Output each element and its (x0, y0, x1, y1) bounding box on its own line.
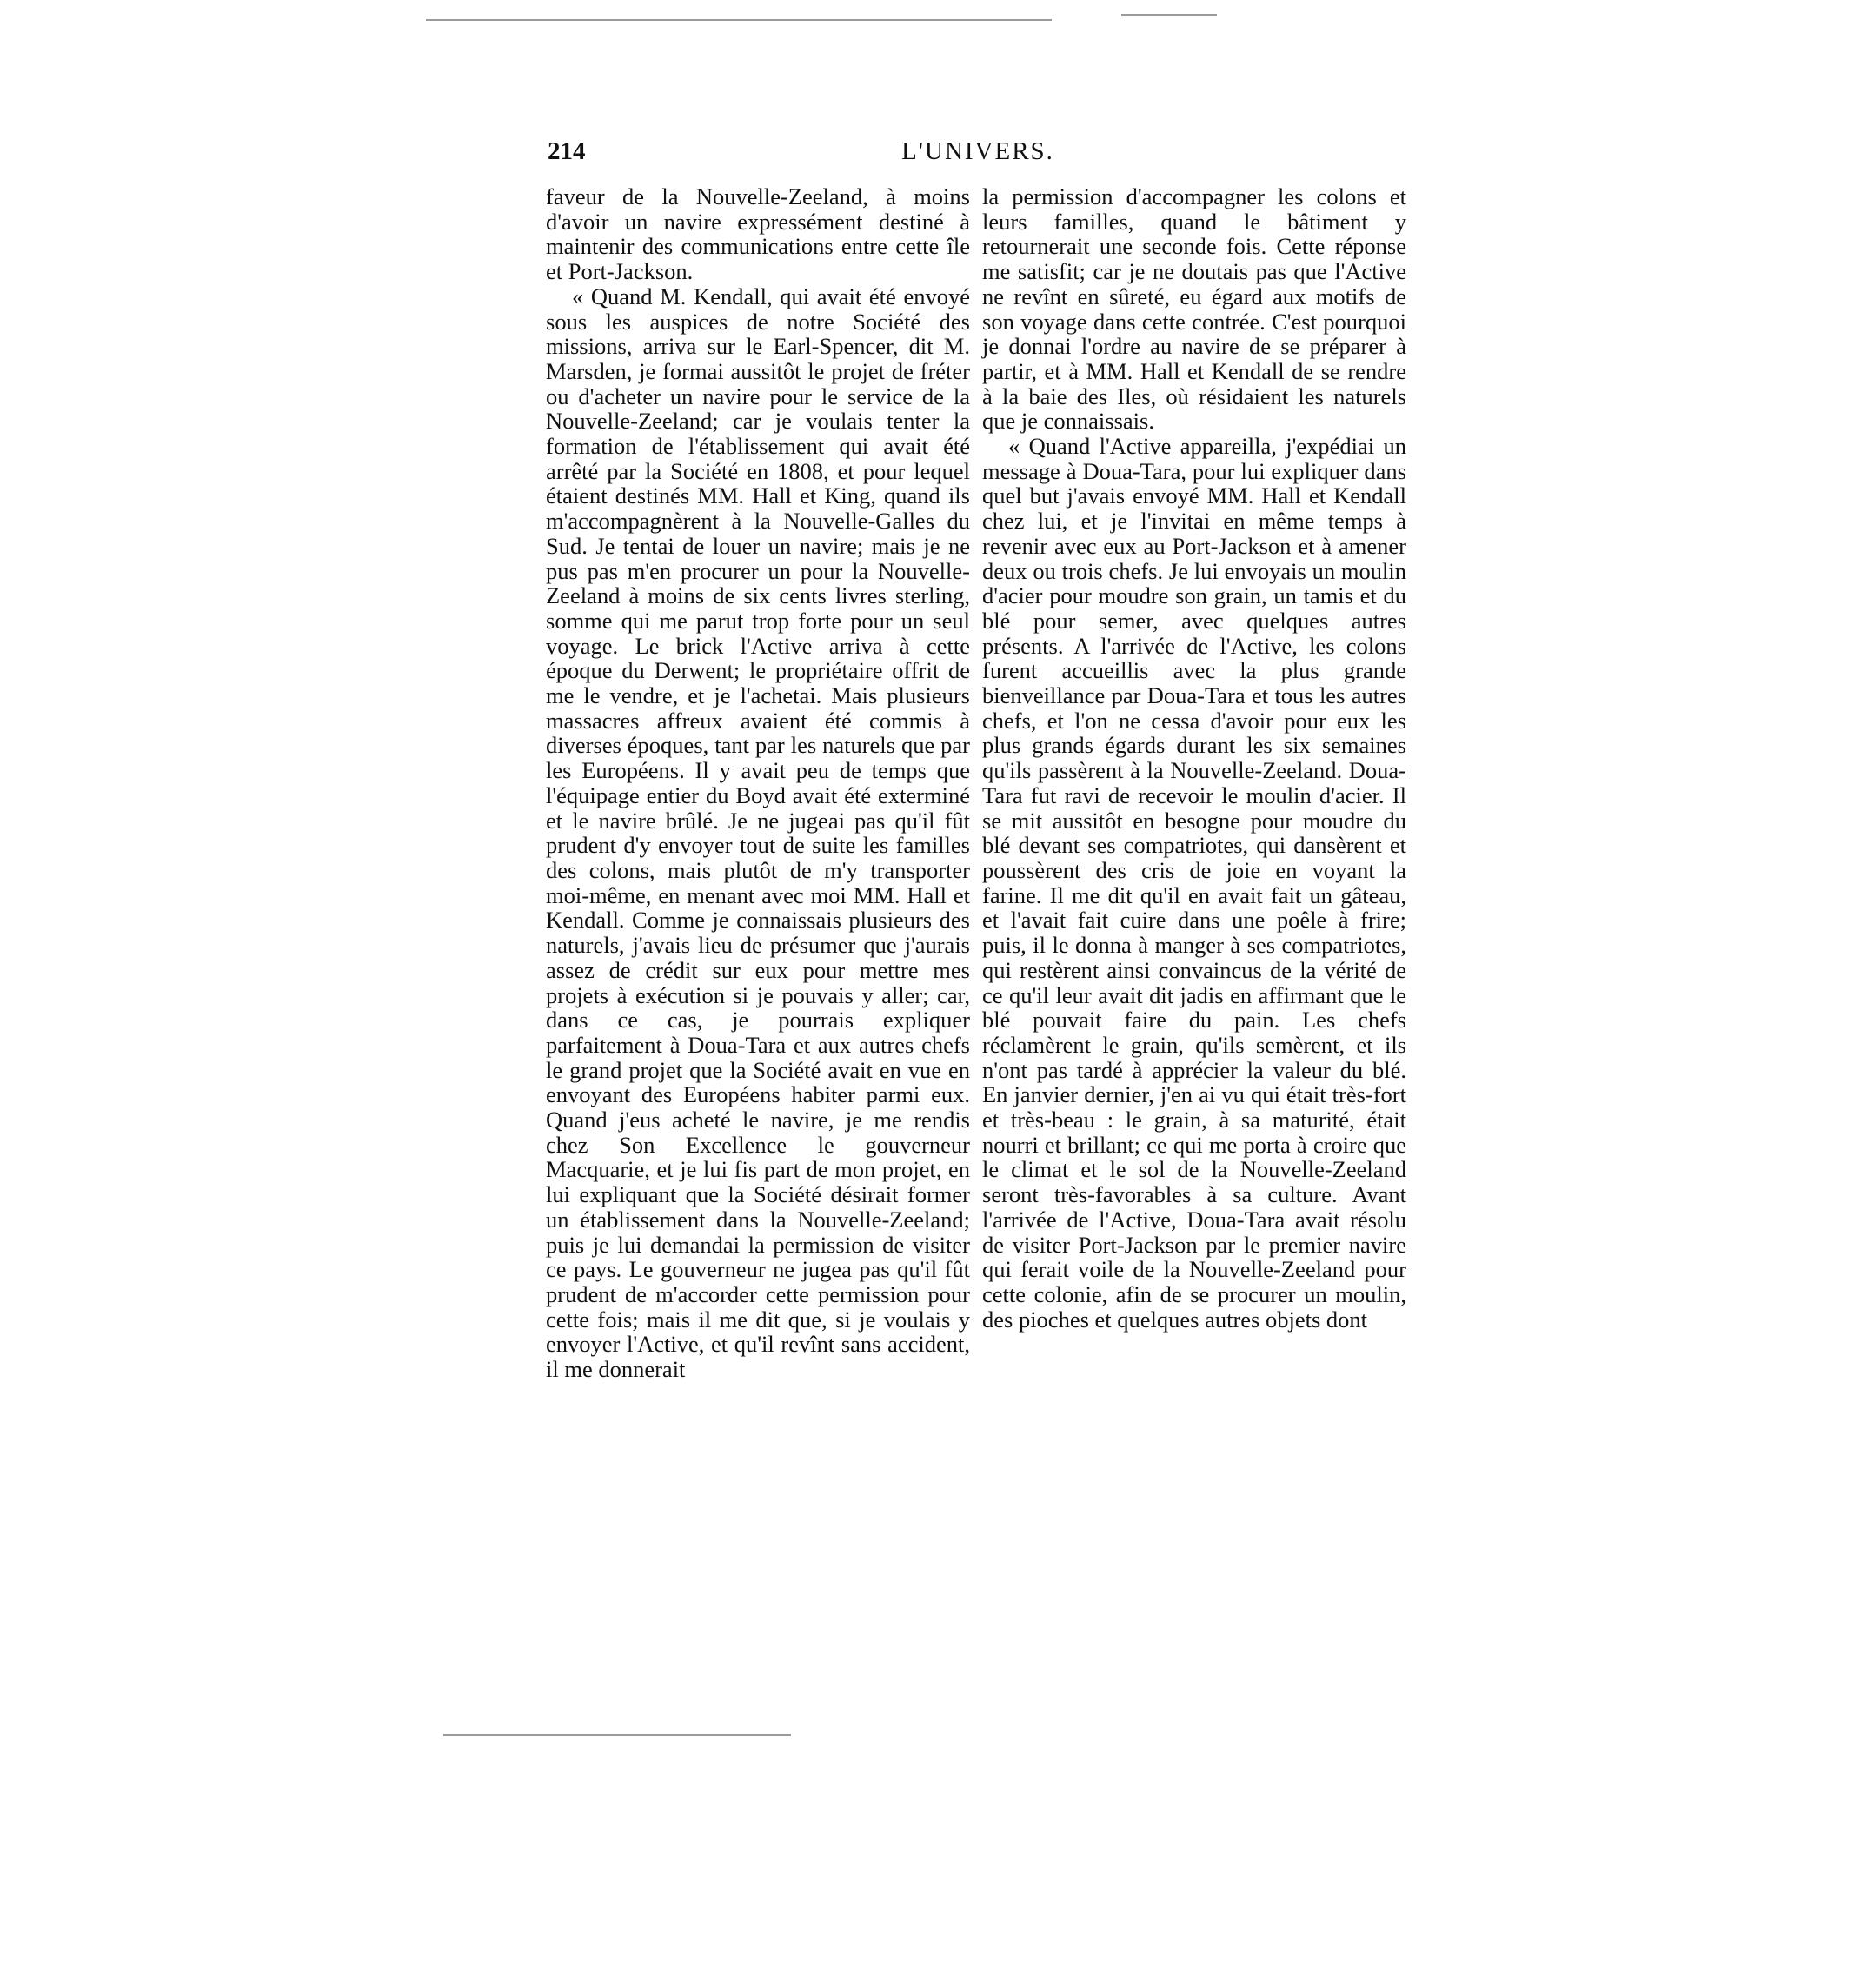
page-number: 214 (548, 137, 586, 165)
right-column (982, 184, 1406, 1332)
paragraph: la permission d'accompagner les colons et leurs familles, quand le bâtiment y retournerait une seconde fois. Cette réponse me satisfit; car je ne doutais pas que l'Active ne revînt en sûreté, eu égard aux motifs de son voyage dans cette contrée. C'est pourquoi je donnai l'ordre au navire de se préparer à partir, et à MM. Hall et Kendall de se rendre à la baie des Iles, où résidaient les naturels que je connaissais. (982, 183, 1406, 435)
running-title: L'UNIVERS. (901, 137, 1054, 165)
paragraph: « Quand l'Active appareilla, j'expédiai un message à Doua-Tara, pour lui expliquer dans quel but j'avais envoyé MM. Hall et Kendall chez lui, et je l'invitai en même temps à revenir avec eux au Port-Jackson et à amener deux ou trois chefs. Je lui envoyais un moulin d'acier pour moudre son grain, un tamis et du blé pour semer, avec quelques autres présents. A l'arrivée de l'Active, les colons furent accueillis avec la plus grande bienveillance par Doua-Tara et tous les autres chefs, et l'on ne cessa d'avoir pour eux les plus grands égards durant les six semaines qu'ils passèrent à la Nouvelle-Zeeland. Doua-Tara fut ravi de recevoir le moulin d'acier. Il se mit aussitôt en besogne pour moudre du blé devant ses compatriotes, qui dansèrent et poussèrent des cris de joie en voyant la farine. Il me dit qu'il en avait fait un gâteau, et l'avait fait cuire dans une poêle à frire; puis, il le donna à manger à ses compatriotes, qui restèrent ainsi convaincus de la vérité de ce qu'il leur avait dit jadis en affirmant que le blé pouvait faire du pain. Les chefs réclamèrent le grain, qu'ils semèrent, et ils n'ont pas tardé à apprécier la valeur du blé. En janvier dernier, j'en ai vu qui était très-fort et très-beau : le grain, à sa maturité, était nourri et brillant; ce qui me porta à croire que le climat et le sol de la Nouvelle-Zeeland seront très-favorables à sa culture. Avant l'arrivée de l'Active, Doua-Tara avait résolu de visiter Port-Jackson par le premier navire qui ferait voile de la Nouvelle-Zeeland pour cette colonie, afin de se procurer un moulin, des pioches et quelques autres objets dont (982, 433, 1406, 1333)
left-column (546, 184, 970, 1382)
scan-artifact-top-right (1121, 14, 1217, 16)
page-header (548, 137, 1408, 172)
paragraph: « Quand M. Kendall, qui avait été envoyé sous les auspices de notre Société des missions, arriva sur le Earl-Spencer, dit M. Marsden, je formai aussitôt le projet de fréter ou d'acheter un navire pour le service de la Nouvelle-Zeeland; car je voulais tenter la formation de l'établissement qui avait été arrêté par la Société en 1808, et pour lequel étaient destinés MM. Hall et King, quand ils m'accompagnèrent à la Nouvelle-Galles du Sud. Je tentai de louer un navire; mais je ne pus pas m'en procurer un pour la Nouvelle-Zeeland à moins de six cents livres sterling, somme qui me parut trop forte pour un seul voyage. Le brick l'Active arriva à cette époque du Derwent; le propriétaire offrit de me le vendre, et je l'achetai. Mais plusieurs massacres affreux avaient été commis à diverses époques, tant par les naturels que par les Européens. Il y avait peu de temps que l'équipage entier du Boyd avait été exterminé et le navire brûlé. Je ne jugeai pas qu'il fût prudent d'y envoyer tout de suite les familles des colons, mais plutôt de m'y transporter moi-même, en menant avec moi MM. Hall et Kendall. Comme je connaissais plusieurs des naturels, j'avais lieu de présumer que j'aurais assez de crédit sur eux pour mettre mes projets à exécution si je pouvais y aller; car, dans ce cas, je pourrais expliquer parfaitement à Doua-Tara et aux autres chefs le grand projet que la Société avait en vue en envoyant des Européens habiter parmi eux. Quand j'eus acheté le navire, je me rendis chez Son Excellence le gouverneur Macquarie, et je lui fis part de mon projet, en lui expliquant que la Société désirait former un établissement dans la Nouvelle-Zeeland; puis je lui demandai la permission de visiter ce pays. Le gouverneur ne jugea pas qu'il fût prudent de m'accorder cette permission pour cette fois; mais il me dit que, si je voulais y envoyer l'Active, et qu'il revînt sans accident, il me donnerait (546, 283, 970, 1383)
paragraph: faveur de la Nouvelle-Zeeland, à moins d'avoir un navire expressément destiné à maintenir des communications entre cette île et Port-Jackson. (546, 183, 970, 285)
scan-artifact-bottom (443, 1734, 791, 1736)
scan-artifact-top (426, 19, 1052, 21)
